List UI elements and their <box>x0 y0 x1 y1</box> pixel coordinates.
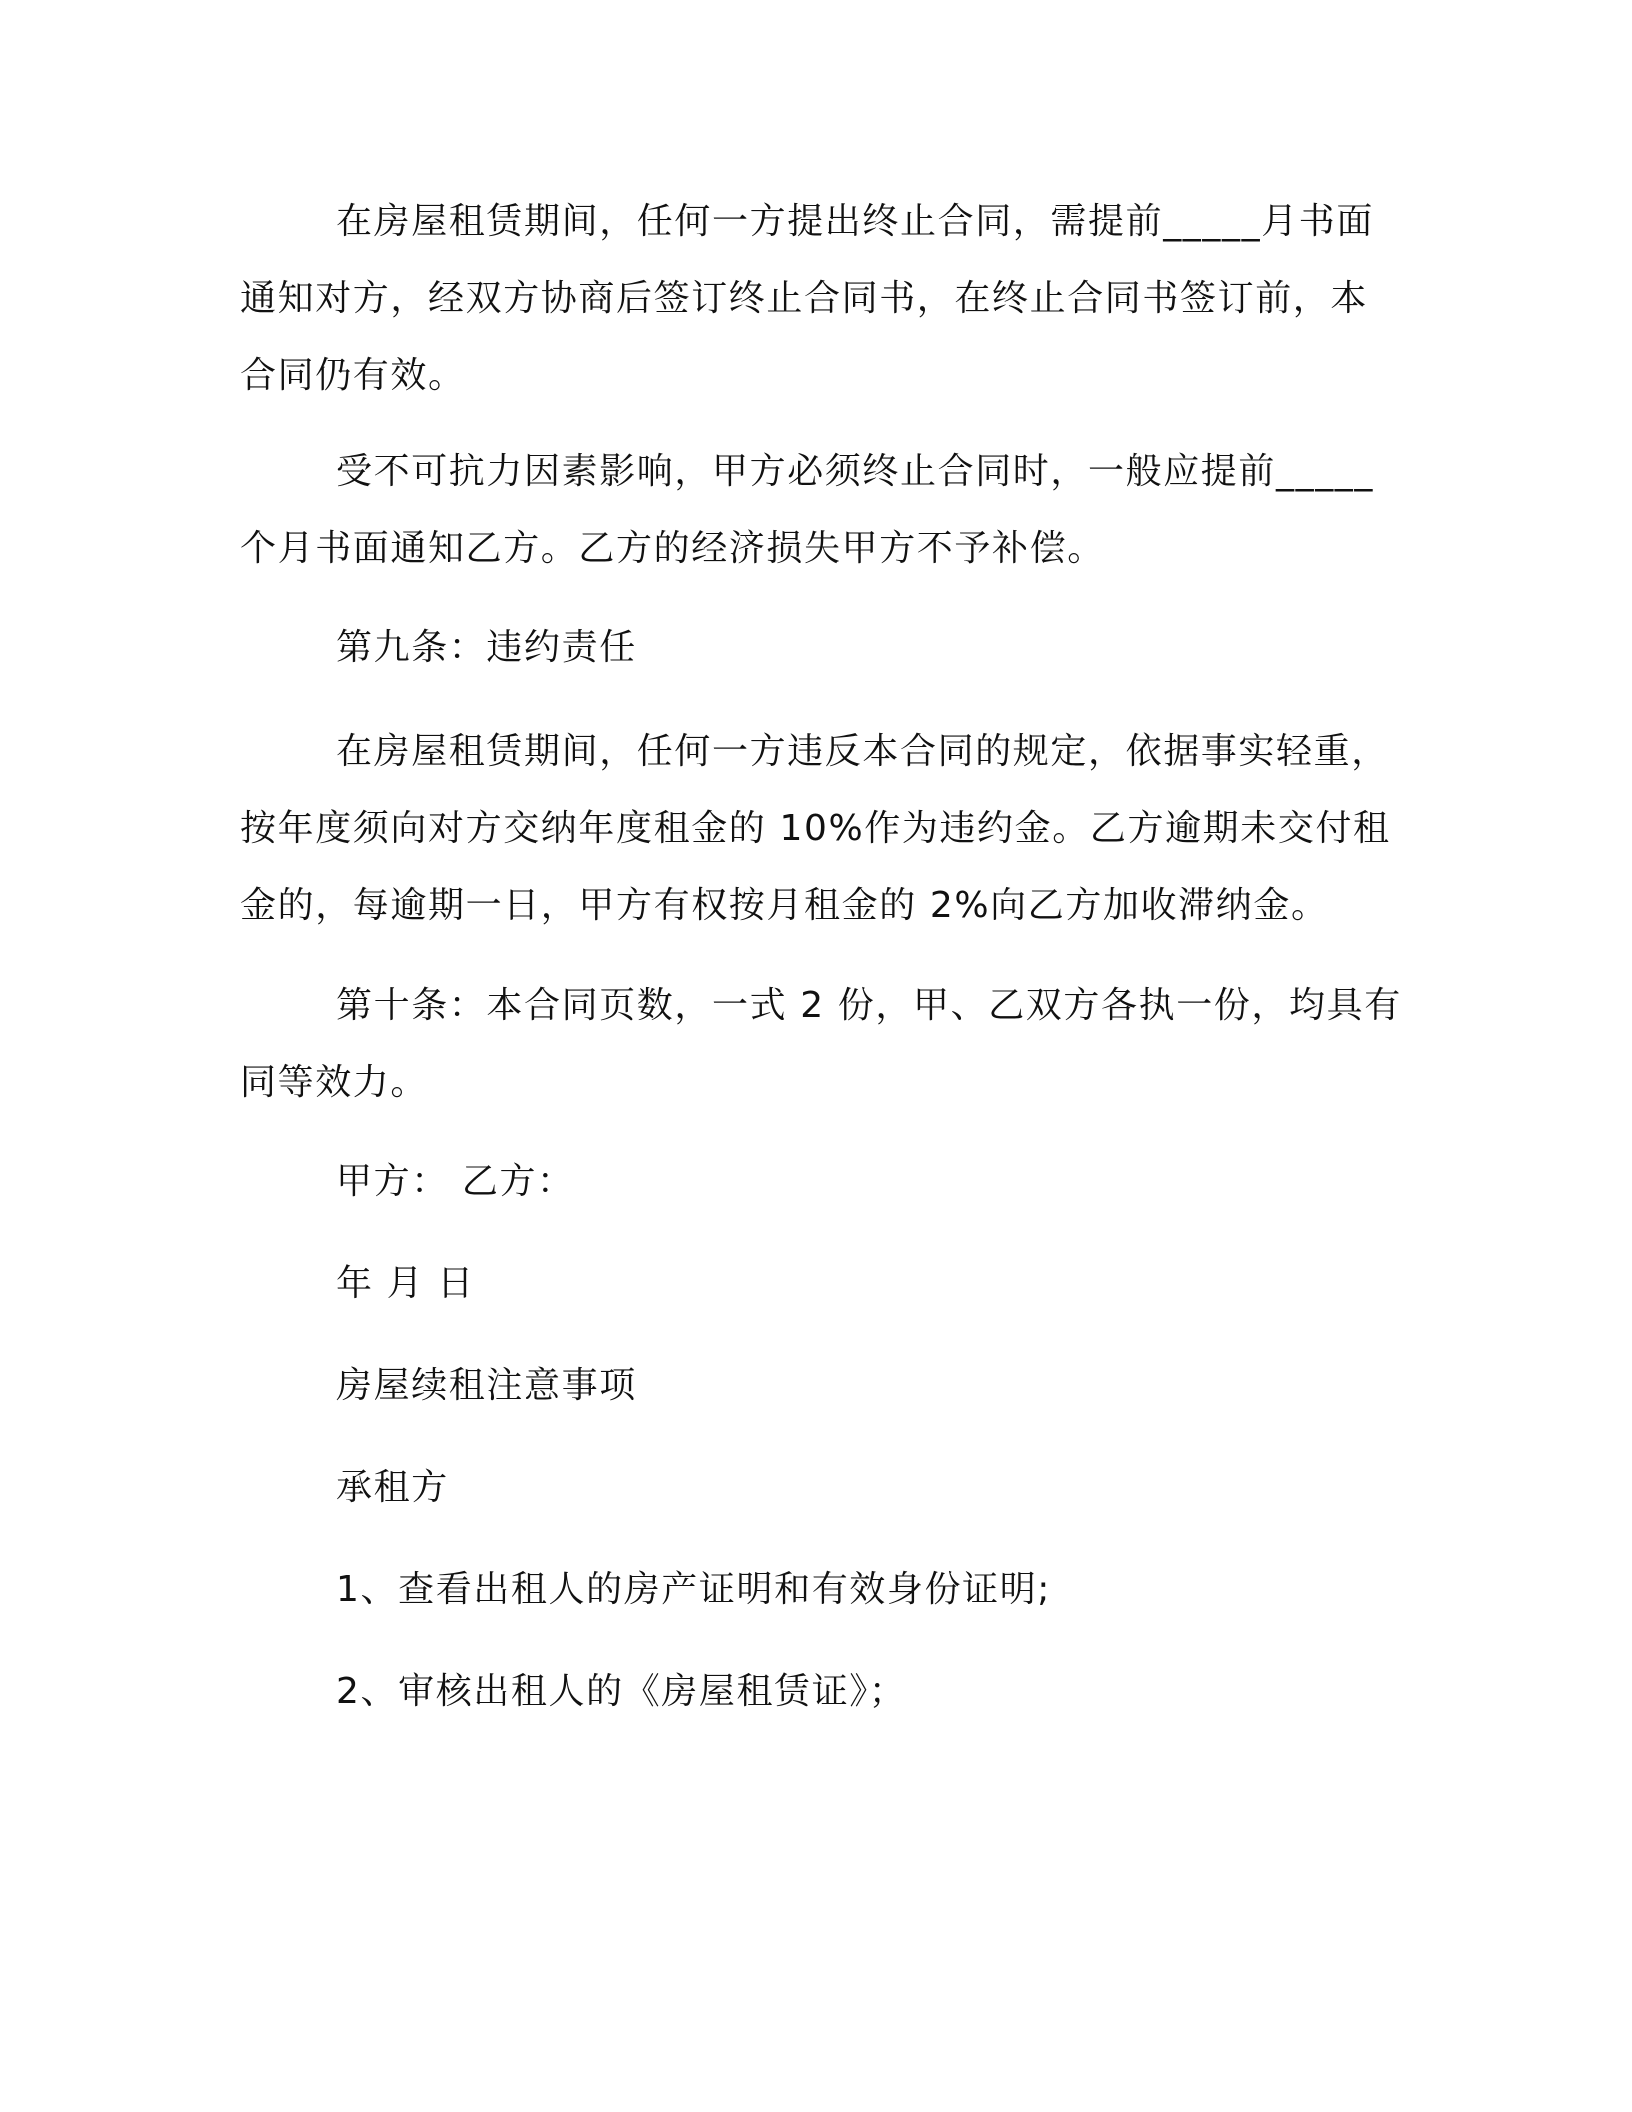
article-10-line-1: 第十条：本合同页数，一式 2 份，甲、乙双方各执一份，均具有 <box>336 985 1402 1026</box>
paragraph-2-line-1: 受不可抗力因素影响，甲方必须终止合同时，一般应提前_____ <box>336 451 1375 492</box>
list-item-1: 1、查看出租人的房产证明和有效身份证明; <box>336 1569 1052 1610</box>
signature-parties: 甲方： 乙方： <box>336 1161 575 1202</box>
document-page <box>240 0 1402 2112</box>
paragraph-4-line-3: 金的，每逾期一日，甲方有权按月租金的 2%向乙方加收滞纳金。 <box>240 885 1329 926</box>
tenant-heading: 承租方 <box>336 1467 449 1508</box>
article-10-line-2: 同等效力。 <box>240 1062 429 1103</box>
signature-date: 年 月 日 <box>336 1263 475 1304</box>
paragraph-2-line-2: 个月书面通知乙方。乙方的经济损失甲方不予补偿。 <box>240 528 1105 569</box>
paragraph-1-line-2: 通知对方，经双方协商后签订终止合同书，在终止合同书签订前，本 <box>240 278 1369 319</box>
paragraph-4-line-1: 在房屋租赁期间，任何一方违反本合同的规定，依据事实轻重， <box>336 731 1389 772</box>
paragraph-1-line-3: 合同仍有效。 <box>240 355 466 396</box>
paragraph-4-line-2: 按年度须向对方交纳年度租金的 10%作为违约金。乙方逾期未交付租 <box>240 808 1391 849</box>
article-9-heading: 第九条：违约责任 <box>336 627 637 668</box>
paragraph-1-line-1: 在房屋租赁期间，任何一方提出终止合同，需提前_____月书面 <box>336 201 1375 242</box>
renewal-notes-heading: 房屋续租注意事项 <box>336 1365 637 1406</box>
list-item-2: 2、审核出租人的《房屋租赁证》； <box>336 1671 907 1712</box>
